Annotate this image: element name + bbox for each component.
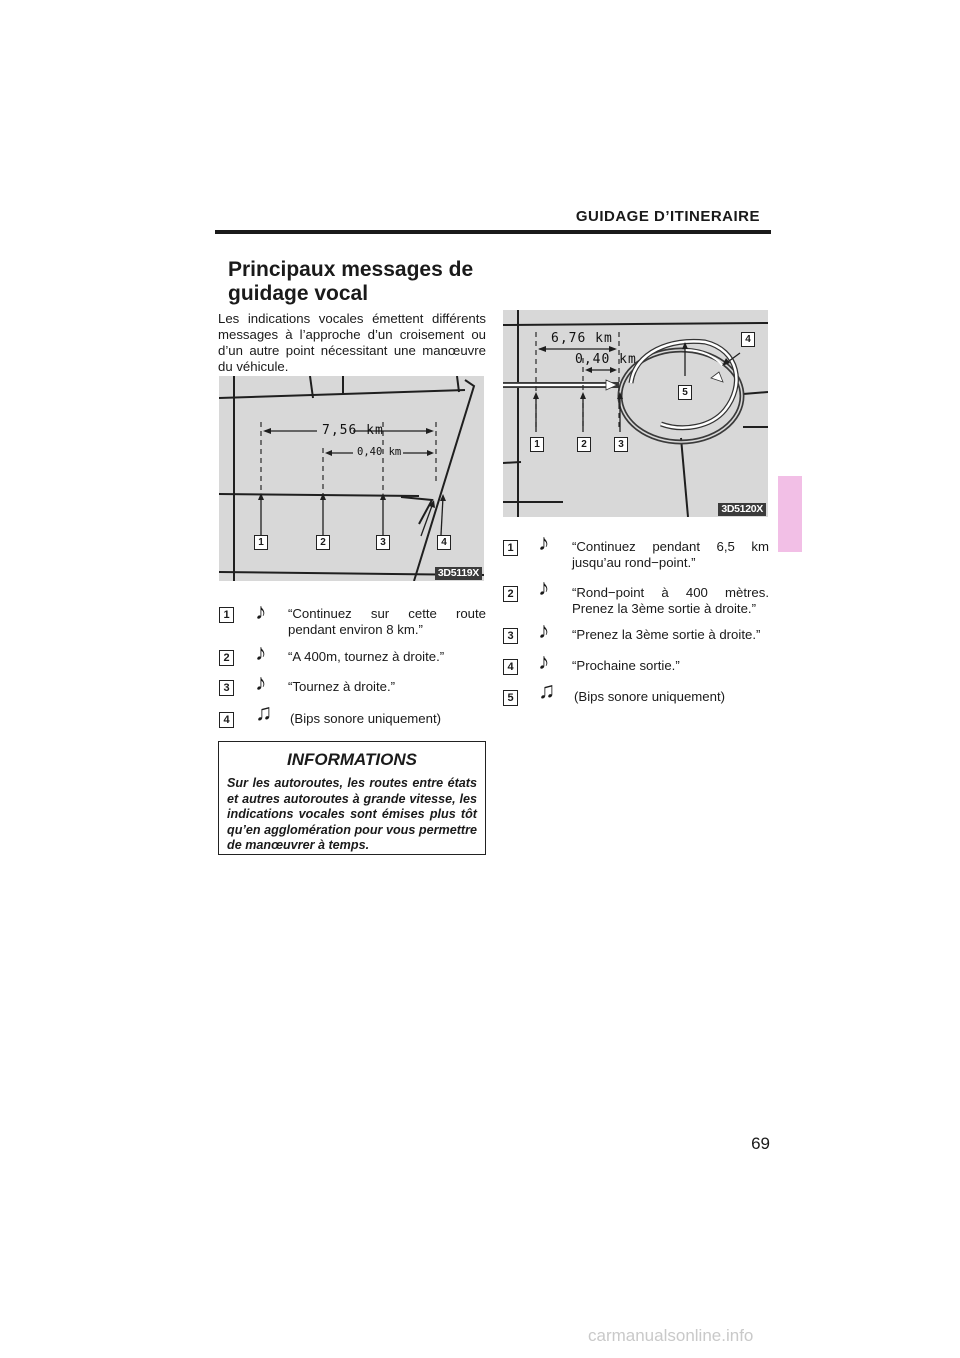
right-marker-1: 1 [530,437,544,452]
chapter-tab-marker [778,476,802,552]
left-marker-3: 3 [376,535,390,550]
right-item-number-2: 2 [503,586,518,602]
info-text: Sur les autoroutes, les routes entre états et autres autoroutes à grande vitesse, les indications vocales sont émises plus tôt qu’en agglomération pour vous permettre de manœuvrer à temps. [227,776,477,852]
single-note-icon: ♪ [255,639,267,665]
right-item-number-4: 4 [503,659,518,675]
left-item-text-3: “Tournez à droite.” [288,679,396,694]
left-item-number-1: 1 [219,607,234,623]
double-note-icon: ♫ [538,677,556,703]
left-item-text-4: (Bips sonore uniquement) [290,711,442,726]
left-item-text-1: “Continuez sur cette route pendant environ 8 km.” [288,606,486,637]
running-title: GUIDAGE D’ITINERAIRE [575,208,760,225]
section-title [228,258,478,306]
page-number: 69 [751,1134,770,1153]
left-map-graphic [219,376,484,581]
info-box [218,741,486,855]
single-note-icon: ♪ [255,669,267,695]
watermark: carmanualsonline.info [588,1326,754,1345]
right-map-graphic [503,310,768,517]
single-note-icon: ♪ [538,617,550,643]
right-item-text-5: (Bips sonore uniquement) [574,689,726,704]
right-item-number-3: 3 [503,628,518,644]
left-route-diagram [219,376,484,581]
left-distance-long: 7,56 km [322,423,384,438]
section-title-line-1: Principaux messages de [228,258,474,281]
right-item-number-5: 5 [503,690,518,706]
left-item-text-2: “A 400m, tournez à droite.” [288,649,445,664]
double-note-icon: ♫ [255,699,273,725]
right-item-text-4: “Prochaine sortie.” [572,658,680,673]
left-marker-1: 1 [254,535,268,550]
right-item-number-1: 1 [503,540,518,556]
right-item-text-2: “Rond−point à 400 mètres. Prenez la 3ème sortie à droite.” [572,585,769,616]
right-marker-5: 5 [678,385,692,400]
right-roundabout-diagram [503,310,768,517]
intro-paragraph: Les indications vocales émettent différents messages à l’approche d’un croisement ou d’un autre point nécessitant une manœuvre du véhicule. [218,311,486,374]
right-marker-3: 3 [614,437,628,452]
right-marker-2: 2 [577,437,591,452]
single-note-icon: ♪ [538,648,550,674]
left-item-number-4: 4 [219,712,234,728]
single-note-icon: ♪ [538,574,550,600]
right-item-text-3: “Prenez la 3ème sortie à droite.” [572,627,761,642]
header-rule [215,230,771,234]
section-title-line-2: guidage vocal [228,282,369,305]
left-diagram-code: 3D5119X [435,567,482,580]
right-marker-4: 4 [741,332,755,347]
single-note-icon: ♪ [538,529,550,555]
right-item-text-1: “Continuez pendant 6,5 km jusqu’au rond−point.” [572,539,769,570]
left-distance-short: 0,40 km [357,446,402,458]
left-item-number-3: 3 [219,680,234,696]
single-note-icon: ♪ [255,598,267,624]
left-item-number-2: 2 [219,650,234,666]
left-marker-2: 2 [316,535,330,550]
right-distance-long: 6,76 km [551,331,613,346]
info-title: INFORMATIONS [286,750,417,769]
right-distance-short: 0,40 km [575,352,637,367]
right-diagram-code: 3D5120X [718,503,766,516]
left-marker-4: 4 [437,535,451,550]
